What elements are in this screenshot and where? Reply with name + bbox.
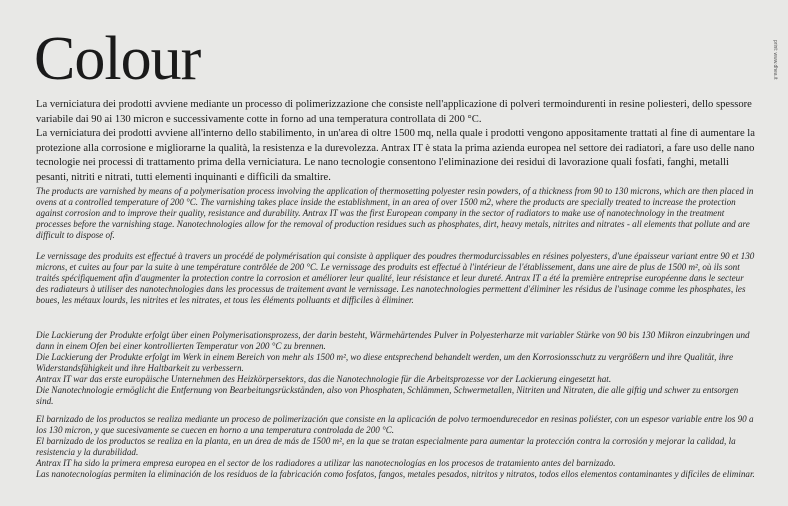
italian-paragraph: La verniciatura dei prodotti avviene all'interno dello stabilimento, in un'area di oltre 1500 mq, nella quale i prodotti vengono appositamente trattati al fine di aumentare la protezione alla corrosione e migliorarne la qualità, la resistenza e la durevolezza. Antrax IT è stata la prima azienda europea nel settore dei radiatori, a fare uso delle nano tecnologie nei processi di trattamento prima della verniciatura. Le nano tecnologie consentono l'eliminazione dei residui di lavorazione quali fosfati, fanghi, metalli pesanti, nitriti e nitrati, tutti elementi inquinanti e difficili da smaltire. <box>36 128 755 183</box>
spanish-paragraph: El barnizado de los productos se realiza en la planta, en un área de más de 1500 m², en la que se tratan especialmente para aumentar la protección contra la corrosión y mejorar la calidad, la resistencia y la durabilidad. <box>36 436 736 457</box>
french-text-block <box>36 251 756 306</box>
english-paragraph: The products are varnished by means of a polymerisation process involving the application of thermosetting polyester resin powders, of a thickness from 90 to 130 microns, which are then placed in ovens at a controlled temperature of 200 °C. The varnishing takes place inside the establishment, in an area of over 1500 m2, where the products are specially treated to increase the protection against corrosion and to improve their quality, resistance and durability. Antrax IT was the first European company in the sector of radiators to make use of nanotechnology in the treatment processes before the varnishing stage. Nanotechnologies allow for the removal of production residues such as phosphates, dirt, heavy metals, nitrites and nitrates - all elements that pollute and are difficult to dispose of. <box>36 186 754 240</box>
german-paragraph: Antrax IT war das erste europäische Unternehmen des Heizkörpersektors, das die Nanotechnologie für die Arbeitsprozesse vor der Lackierung eingesetzt hat. <box>36 374 612 384</box>
italian-paragraph: La verniciatura dei prodotti avviene mediante un processo di polimerizzazione che consiste nell'applicazione di polveri termoindurenti in resine poliesteri, dello spessore variabile dai 90 ai 130 micron e successivamente cotte in forno ad una temperatura controllata di 200 °C. <box>36 99 752 125</box>
print-note: print: www.dhea.it <box>772 40 778 80</box>
page-title: Colour <box>34 25 201 93</box>
italian-text-block <box>36 98 756 186</box>
german-paragraph: Die Nanotechnologie ermöglicht die Entfernung von Bearbeitungsrückständen, also von Phosphaten, Schlämmen, Schwermetallen, Nitriten und Nitraten, die alle giftig und schwer zu entsorgen sind. <box>36 385 739 406</box>
german-text-block <box>36 330 756 407</box>
english-text-block <box>36 186 756 241</box>
spanish-paragraph: Antrax IT ha sido la primera empresa europea en el sector de los radiadores a utilizar las nanotecnologías en los procesos de tratamiento antes del barnizado. <box>36 458 616 468</box>
spanish-text-block <box>36 414 756 480</box>
spanish-paragraph: El barnizado de los productos se realiza mediante un proceso de polimerización que consiste en la aplicación de polvo termoendurecedor en resinas poliéster, con un espesor variable entre los 90 a los 130 micron, y que sucesivamente se cuecen en horno a una temperatura controlada de 200 °C. <box>36 414 754 435</box>
spanish-paragraph: Las nanotecnologías permiten la eliminación de los residuos de la fabricación como fosfatos, fangos, metales pesados, nitritos y nitratos, todos ellos elementos contaminantes y difíciles de eliminar. <box>36 469 755 479</box>
french-paragraph: Le vernissage des produits est effectué à travers un procédé de polymérisation qui consiste à appliquer des poudres thermodurcissables en résines polyesters, d'une épaisseur variant entre 90 et 130 microns, et cuites au four par la suite à une température contrôlée de 200 °C. Le vernissage des produits est effectué à l'intérieur de l'établissement, dans une aire de plus de 1500 m², où ils sont traités spécifiquement afin d'augmenter la protection contre la corrosion et améliorer leur qualité, leur résistance et leur dureté. Antrax IT a été la première entreprise européenne dans le secteur des radiateurs à utiliser des nanotechnologies dans les processus de traitement avant le vernissage. Les nanotechnologies permettent d'éliminer les résidus de l'usinage comme les phosphates, les boues, les métaux lourds, les nitrites et les nitrates, et tous les éléments polluants et difficiles à éliminer. <box>36 251 755 305</box>
german-paragraph: Die Lackierung der Produkte erfolgt über einen Polymerisationsprozess, der darin besteht, Wärmehärtendes Pulver in Polyesterharze mit variabler Stärke von 90 bis 130 Mikron einzubringen und dann in einem Ofen bei einer kontrollierten Temperatur von 200 °C zu brennen. <box>36 330 750 351</box>
german-paragraph: Die Lackierung der Produkte erfolgt im Werk in einem Bereich von mehr als 1500 m², wo diese entsprechend behandelt werden, um den Korrosionsschutz zu vergrößern und ihre Qualität, ihre Widerstandsfähigkeit und ihre Haltbarkeit zu verbessern. <box>36 352 734 373</box>
